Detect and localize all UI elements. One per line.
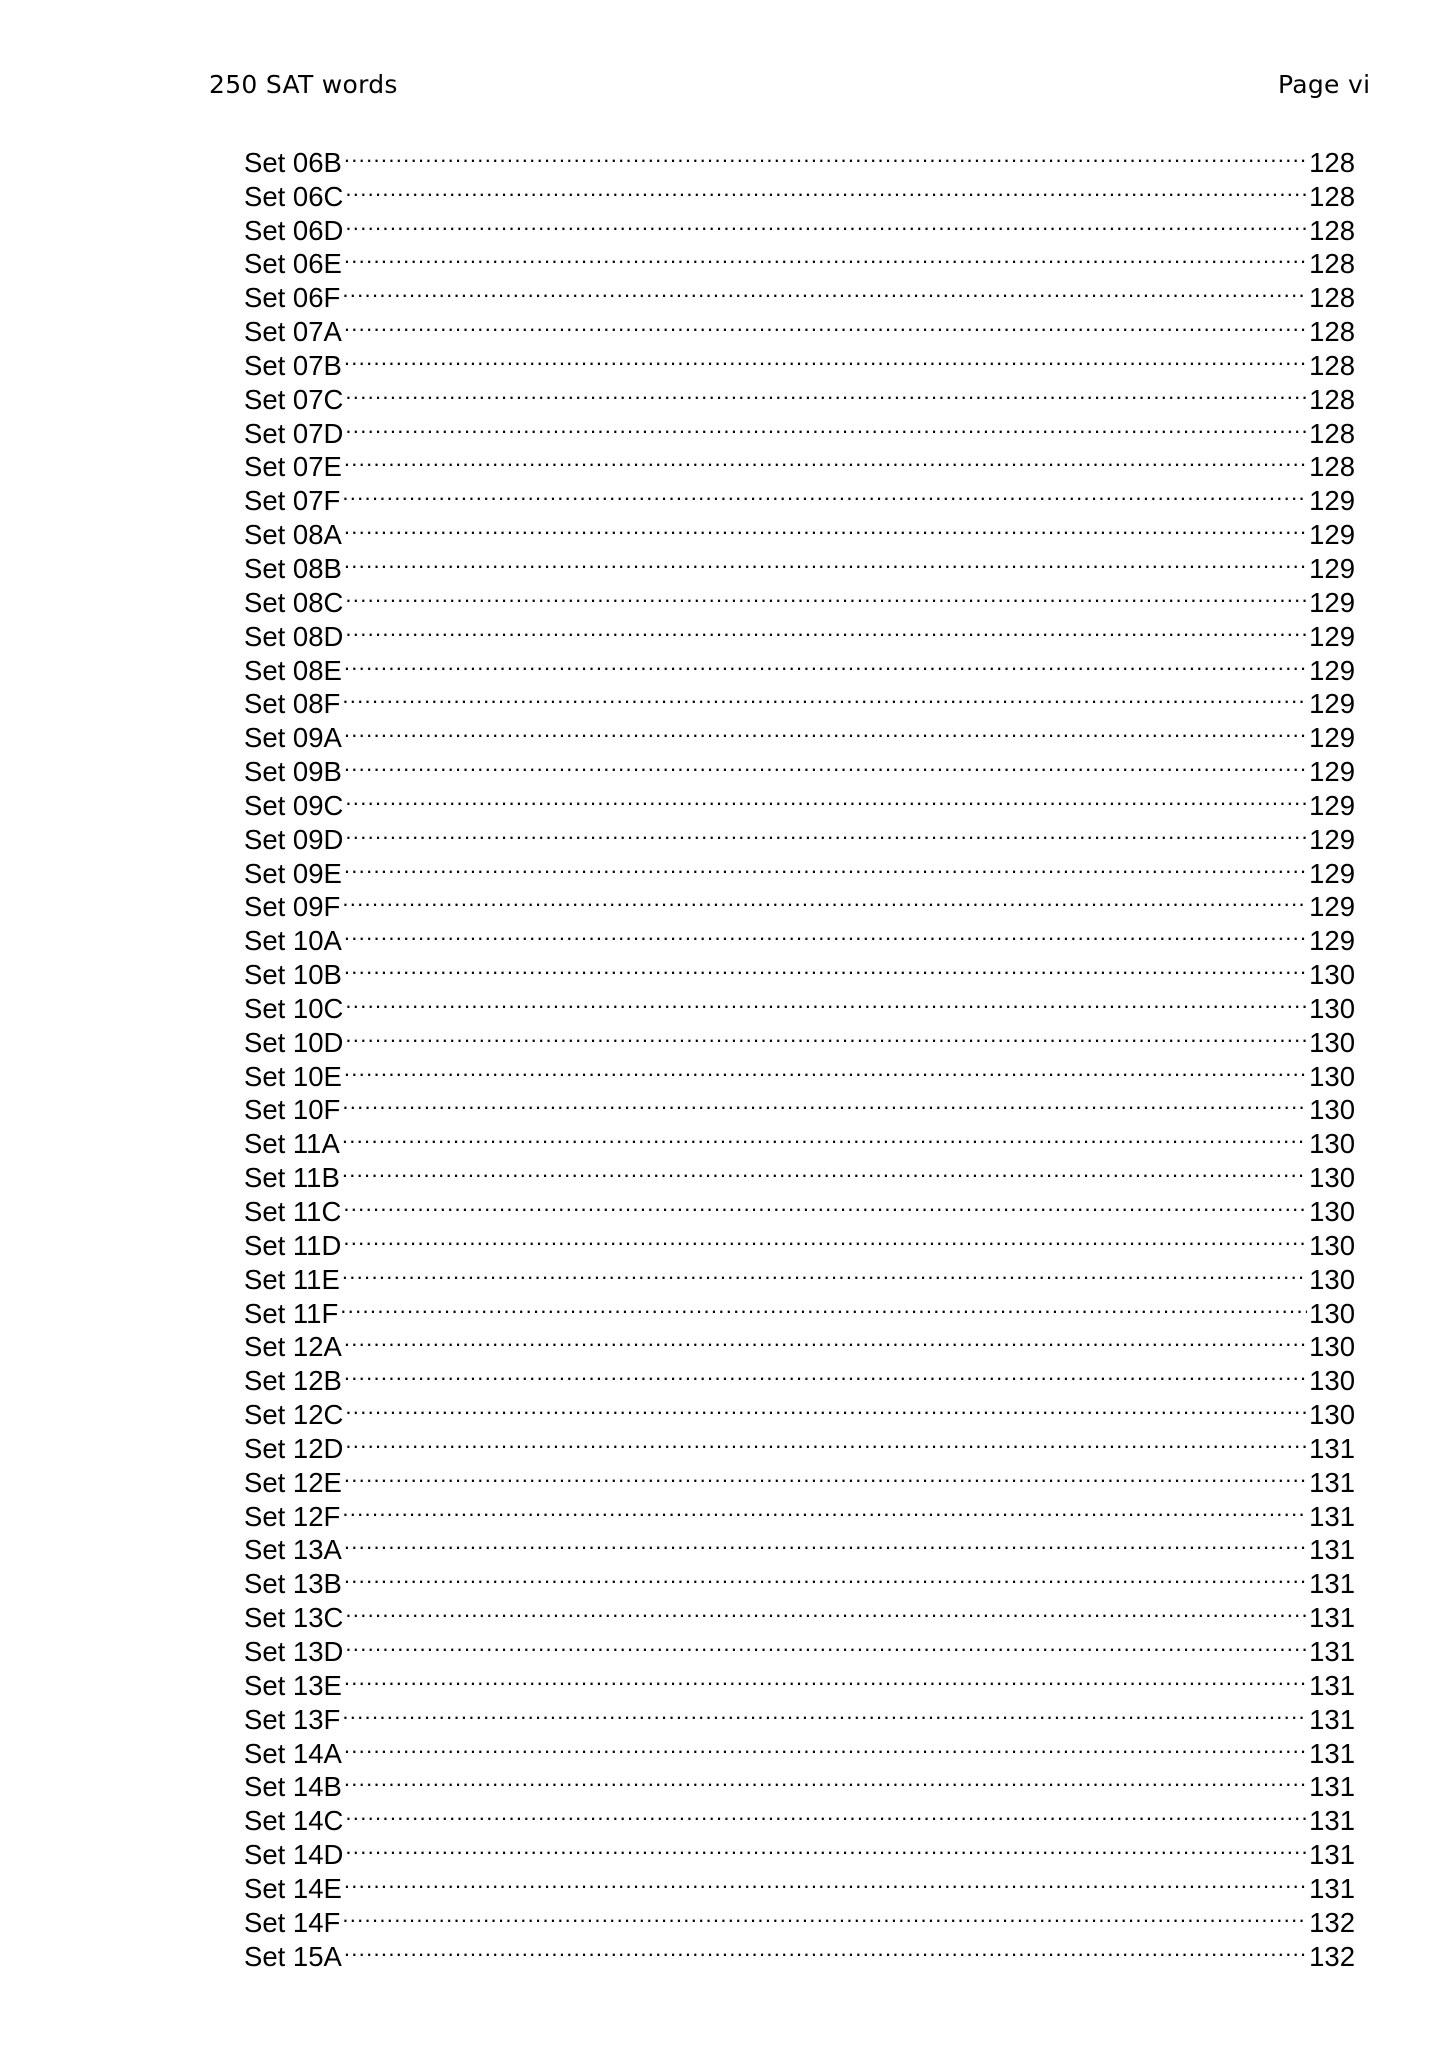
- dot-leader: [344, 510, 1307, 544]
- toc-entry-page-number: 130: [1309, 1297, 1355, 1329]
- toc-entry[interactable]: [244, 307, 1355, 348]
- toc-entry-page-number: 130: [1309, 1094, 1355, 1126]
- toc-entry[interactable]: [244, 1796, 1355, 1837]
- toc-entry-label: Set 07F: [244, 485, 341, 517]
- toc-entry[interactable]: [244, 341, 1355, 381]
- toc-entry-page-number: 128: [1309, 316, 1355, 348]
- toc-entry-label: Set 09F: [244, 891, 341, 923]
- toc-entry-label: Set 14A: [244, 1737, 342, 1769]
- toc-entry[interactable]: [244, 1221, 1355, 1261]
- dot-leader: [345, 1390, 1307, 1424]
- toc-entry[interactable]: [244, 883, 1355, 923]
- toc-entry[interactable]: [244, 1593, 1355, 1634]
- toc-entry-label: Set 11D: [244, 1229, 342, 1261]
- toc-entry[interactable]: [244, 409, 1355, 449]
- toc-entry-label: Set 07B: [244, 349, 342, 381]
- toc-entry-label: Set 08D: [244, 620, 344, 652]
- toc-entry-label: Set 11C: [244, 1196, 342, 1227]
- toc-entry-label: Set 10D: [244, 1026, 344, 1058]
- dot-leader: [342, 680, 1307, 714]
- toc-entry-page-number: 130: [1309, 1229, 1355, 1261]
- dot-leader: [342, 1119, 1307, 1153]
- toc-entry-page-number: 131: [1309, 1635, 1355, 1667]
- dot-leader: [344, 1763, 1307, 1797]
- toc-entry[interactable]: [244, 1052, 1355, 1092]
- toc-entry-label: Set 07E: [244, 451, 342, 483]
- toc-entry-label: Set 13B: [244, 1568, 342, 1600]
- toc-entry[interactable]: [244, 1153, 1355, 1194]
- toc-entry[interactable]: [244, 1627, 1355, 1667]
- toc-entry-label: Set 08B: [244, 552, 342, 584]
- toc-entry-page-number: 131: [1309, 1737, 1355, 1769]
- dot-leader: [344, 849, 1307, 883]
- toc-entry-label: Set 10E: [244, 1060, 342, 1092]
- toc-entry[interactable]: [244, 476, 1355, 517]
- toc-entry[interactable]: [244, 443, 1355, 483]
- dot-leader: [345, 1593, 1307, 1627]
- toc-entry-page-number: 131: [1309, 1703, 1355, 1735]
- toc-entry-label: Set 06D: [244, 214, 344, 246]
- toc-entry-page-number: 130: [1309, 1331, 1355, 1363]
- dot-leader: [344, 747, 1307, 781]
- toc-entry-page-number: 131: [1309, 1534, 1355, 1566]
- dot-leader: [344, 1864, 1307, 1898]
- dot-leader: [345, 409, 1307, 443]
- toc-entry-label: Set 06B: [244, 146, 342, 178]
- dot-leader: [344, 916, 1307, 950]
- dot-leader: [343, 1221, 1307, 1255]
- toc-entry-label: Set 13F: [244, 1703, 341, 1735]
- toc-entry[interactable]: [244, 138, 1355, 178]
- dot-leader: [344, 1932, 1307, 1966]
- toc-entry[interactable]: [244, 984, 1355, 1024]
- toc-entry[interactable]: [244, 815, 1355, 855]
- toc-entry-page-number: 128: [1309, 349, 1355, 381]
- toc-entry[interactable]: [244, 1255, 1355, 1295]
- dot-leader: [345, 172, 1307, 206]
- dot-leader: [345, 781, 1307, 815]
- toc-entry-page-number: 131: [1309, 1839, 1355, 1871]
- toc-entry[interactable]: [244, 240, 1355, 280]
- toc-entry-page-number: 131: [1309, 1432, 1355, 1464]
- dot-leader: [344, 646, 1307, 680]
- toc-entry[interactable]: [244, 1932, 1355, 1972]
- toc-entry[interactable]: [244, 1729, 1355, 1769]
- dot-leader: [344, 1356, 1307, 1390]
- toc-entry[interactable]: [244, 1187, 1355, 1227]
- toc-entry-page-number: 129: [1309, 519, 1355, 551]
- dot-leader: [345, 1424, 1307, 1458]
- toc-entry-page-number: 130: [1309, 1060, 1355, 1092]
- toc-entry-label: Set 07D: [244, 417, 344, 449]
- toc-entry-label: Set 11A: [244, 1128, 340, 1160]
- toc-entry-label: Set 09B: [244, 756, 342, 788]
- toc-entry-label: Set 09C: [244, 789, 344, 821]
- dot-leader: [342, 1255, 1307, 1289]
- toc-entry-page-number: 131: [1309, 1500, 1355, 1532]
- toc-entry[interactable]: [244, 1492, 1355, 1532]
- toc-entry-label: Set 14E: [244, 1872, 342, 1904]
- toc-entry-page-number: 130: [1309, 1026, 1355, 1058]
- dot-leader: [342, 1695, 1307, 1729]
- toc-entry[interactable]: [244, 1289, 1355, 1329]
- dot-leader: [344, 1729, 1307, 1763]
- toc-entry-page-number: 128: [1309, 383, 1355, 415]
- toc-entry[interactable]: [244, 1424, 1355, 1464]
- toc-entry-page-number: 130: [1309, 1196, 1355, 1227]
- toc-entry-page-number: 129: [1309, 552, 1355, 584]
- toc-entry-label: Set 11F: [244, 1297, 339, 1329]
- toc-entry[interactable]: [244, 950, 1355, 991]
- toc-entry-label: Set 09D: [244, 823, 344, 855]
- dot-leader: [344, 1052, 1307, 1086]
- toc-entry-page-number: 129: [1309, 925, 1355, 957]
- dot-leader: [343, 1187, 1307, 1221]
- toc-entry-page-number: 131: [1309, 1872, 1355, 1904]
- toc-entry-label: Set 12B: [244, 1365, 342, 1397]
- toc-entry-page-number: 130: [1309, 1399, 1355, 1431]
- toc-entry-page-number: 131: [1309, 1669, 1355, 1701]
- table-of-contents: [244, 138, 1355, 1972]
- toc-entry-page-number: 130: [1309, 992, 1355, 1024]
- toc-entry-page-number: 132: [1309, 1940, 1355, 1972]
- toc-entry-label: Set 08C: [244, 586, 344, 618]
- toc-entry[interactable]: [244, 747, 1355, 788]
- toc-entry-page-number: 129: [1309, 688, 1355, 720]
- toc-entry[interactable]: [244, 375, 1355, 415]
- dot-leader: [345, 578, 1307, 612]
- toc-entry-page-number: 130: [1309, 1263, 1355, 1295]
- toc-entry-label: Set 14C: [244, 1805, 344, 1837]
- toc-entry-page-number: 129: [1309, 891, 1355, 923]
- dot-leader: [345, 984, 1307, 1018]
- toc-entry[interactable]: [244, 1526, 1355, 1566]
- toc-entry-page-number: 129: [1309, 789, 1355, 821]
- toc-entry[interactable]: [244, 1763, 1355, 1803]
- toc-entry-label: Set 13E: [244, 1669, 342, 1701]
- toc-entry-label: Set 06C: [244, 180, 344, 212]
- toc-entry-page-number: 131: [1309, 1466, 1355, 1498]
- toc-entry-page-number: 130: [1309, 1128, 1355, 1160]
- dot-leader: [344, 950, 1307, 984]
- toc-entry[interactable]: [244, 849, 1355, 889]
- toc-entry-label: Set 08A: [244, 519, 342, 551]
- toc-entry-page-number: 130: [1309, 1162, 1355, 1194]
- toc-entry-label: Set 07A: [244, 316, 342, 348]
- toc-entry-page-number: 128: [1309, 282, 1355, 314]
- toc-entry-page-number: 128: [1309, 248, 1355, 280]
- toc-entry[interactable]: [244, 1458, 1355, 1498]
- toc-entry-page-number: 132: [1309, 1906, 1355, 1938]
- toc-entry-label: Set 08F: [244, 688, 341, 720]
- dot-leader: [345, 612, 1307, 646]
- toc-entry[interactable]: [244, 510, 1355, 551]
- dot-leader: [344, 1458, 1307, 1492]
- toc-entry-label: Set 06E: [244, 248, 342, 280]
- dot-leader: [344, 240, 1307, 274]
- toc-entry[interactable]: [244, 1356, 1355, 1397]
- dot-leader: [342, 1492, 1307, 1526]
- toc-entry-label: Set 14D: [244, 1839, 344, 1871]
- toc-entry-label: Set 15A: [244, 1940, 342, 1972]
- dot-leader: [344, 307, 1307, 341]
- toc-entry[interactable]: [244, 1390, 1355, 1431]
- toc-entry-page-number: 128: [1309, 214, 1355, 246]
- dot-leader: [344, 713, 1307, 747]
- toc-entry-page-number: 129: [1309, 857, 1355, 889]
- toc-entry[interactable]: [244, 172, 1355, 212]
- dot-leader: [342, 1898, 1307, 1932]
- toc-entry[interactable]: [244, 646, 1355, 686]
- toc-entry-label: Set 10A: [244, 925, 342, 957]
- toc-entry[interactable]: [244, 680, 1355, 720]
- dot-leader: [344, 1559, 1307, 1593]
- toc-entry[interactable]: [244, 713, 1355, 754]
- toc-entry[interactable]: [244, 1086, 1355, 1126]
- toc-entry[interactable]: [244, 1323, 1355, 1363]
- dot-leader: [345, 1018, 1307, 1052]
- dot-leader: [345, 1627, 1307, 1661]
- toc-entry-label: Set 14F: [244, 1906, 341, 1938]
- toc-entry-page-number: 131: [1309, 1805, 1355, 1837]
- toc-entry-label: Set 11B: [244, 1162, 340, 1194]
- dot-leader: [345, 815, 1307, 849]
- toc-entry[interactable]: [244, 206, 1355, 246]
- dot-leader: [342, 476, 1307, 510]
- toc-entry-label: Set 10C: [244, 992, 344, 1024]
- toc-entry-page-number: 128: [1309, 146, 1355, 178]
- toc-entry-label: Set 14B: [244, 1771, 342, 1803]
- toc-entry-label: Set 06F: [244, 282, 341, 314]
- toc-entry[interactable]: [244, 1661, 1355, 1701]
- toc-entry-label: Set 12C: [244, 1399, 344, 1431]
- toc-entry[interactable]: [244, 1695, 1355, 1735]
- toc-entry-label: Set 13C: [244, 1602, 344, 1634]
- toc-entry[interactable]: [244, 273, 1355, 314]
- dot-leader: [345, 1796, 1307, 1830]
- toc-entry[interactable]: [244, 916, 1355, 957]
- toc-entry-page-number: 128: [1309, 180, 1355, 212]
- toc-entry-label: Set 07C: [244, 383, 344, 415]
- toc-entry-page-number: 129: [1309, 620, 1355, 652]
- dot-leader: [344, 341, 1307, 375]
- dot-leader: [344, 1661, 1307, 1695]
- dot-leader: [340, 1289, 1307, 1323]
- dot-leader: [344, 138, 1307, 172]
- dot-leader: [344, 1323, 1307, 1357]
- toc-entry-page-number: 129: [1309, 756, 1355, 788]
- toc-entry-page-number: 129: [1309, 586, 1355, 618]
- toc-entry-page-number: 130: [1309, 1365, 1355, 1397]
- dot-leader: [342, 1153, 1307, 1187]
- toc-entry-page-number: 130: [1309, 959, 1355, 991]
- toc-entry[interactable]: [244, 1830, 1355, 1871]
- toc-entry[interactable]: [244, 1864, 1355, 1904]
- toc-entry-page-number: 129: [1309, 722, 1355, 754]
- dot-leader: [342, 273, 1307, 307]
- toc-entry[interactable]: [244, 578, 1355, 618]
- toc-entry[interactable]: [244, 781, 1355, 821]
- toc-entry-label: Set 13D: [244, 1635, 344, 1667]
- toc-entry-page-number: 131: [1309, 1771, 1355, 1803]
- toc-entry-page-number: 128: [1309, 417, 1355, 449]
- toc-entry-label: Set 11E: [244, 1263, 340, 1295]
- toc-entry-page-number: 129: [1309, 654, 1355, 686]
- toc-entry-label: Set 12E: [244, 1466, 342, 1498]
- toc-entry-page-number: 129: [1309, 485, 1355, 517]
- toc-entry-label: Set 12F: [244, 1500, 341, 1532]
- toc-entry[interactable]: [244, 544, 1355, 584]
- toc-entry-label: Set 13A: [244, 1534, 342, 1566]
- toc-entry-label: Set 12D: [244, 1432, 344, 1464]
- dot-leader: [342, 1086, 1307, 1120]
- toc-entry-page-number: 131: [1309, 1568, 1355, 1600]
- dot-leader: [344, 443, 1307, 477]
- toc-entry-page-number: 128: [1309, 451, 1355, 483]
- toc-entry-label: Set 08E: [244, 654, 342, 686]
- toc-entry[interactable]: [244, 1119, 1355, 1160]
- toc-entry-page-number: 129: [1309, 823, 1355, 855]
- dot-leader: [345, 206, 1307, 240]
- dot-leader: [345, 375, 1307, 409]
- toc-entry-label: Set 10B: [244, 959, 342, 991]
- toc-entry-label: Set 12A: [244, 1331, 342, 1363]
- page-number-label: Page vi: [1278, 70, 1371, 99]
- toc-entry-label: Set 09A: [244, 722, 342, 754]
- dot-leader: [344, 1526, 1307, 1560]
- toc-entry-page-number: 131: [1309, 1602, 1355, 1634]
- toc-entry[interactable]: [244, 1018, 1355, 1058]
- running-header-title: 250 SAT words: [209, 70, 398, 99]
- dot-leader: [342, 883, 1307, 917]
- toc-entry[interactable]: [244, 612, 1355, 652]
- toc-entry-label: Set 10F: [244, 1094, 341, 1126]
- dot-leader: [344, 544, 1307, 578]
- toc-entry-label: Set 09E: [244, 857, 342, 889]
- dot-leader: [345, 1830, 1307, 1864]
- toc-entry[interactable]: [244, 1898, 1355, 1938]
- toc-entry[interactable]: [244, 1559, 1355, 1600]
